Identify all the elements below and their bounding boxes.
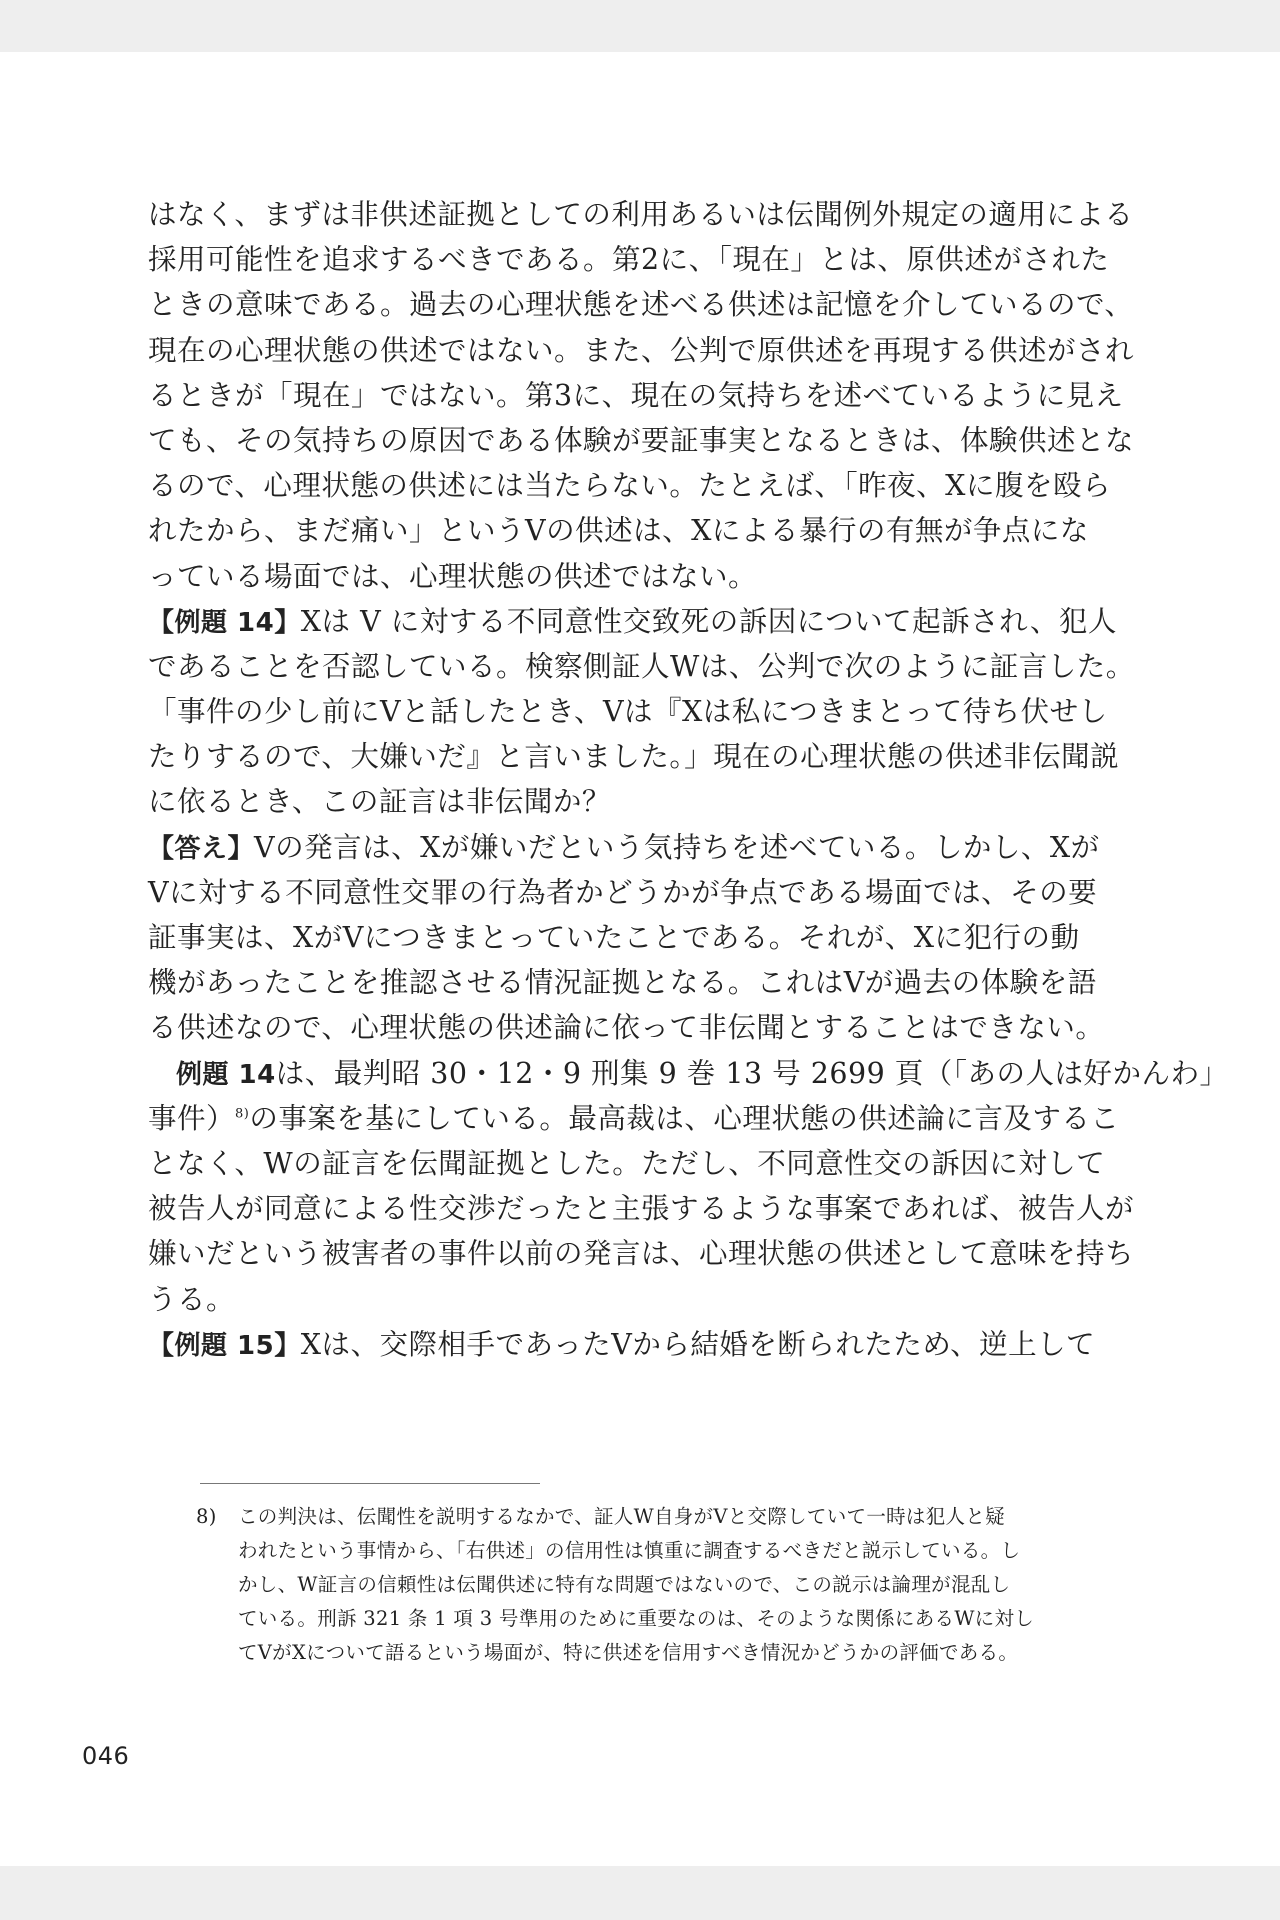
footnote-line — [196, 1636, 1096, 1670]
body-line: はなく、まずは非供述証拠としての利用あるいは伝聞例外規定の適用による — [148, 198, 1134, 231]
body-line: となく、Wの証言を伝聞証拠とした。ただし、不同意性交の訴因に対して — [148, 1146, 1106, 1180]
answer-label: 【答え】 — [148, 833, 255, 864]
body-text-span: の事案を基にしている。最高裁は、心理状態の供述論に言及するこ — [249, 1101, 1120, 1135]
footnote-text: てVがXについて語るという場面が、特に供述を信用すべき情況かどうかの評価である。 — [238, 1641, 1019, 1664]
body-line: るときが「現在」ではない。第3に、現在の気持ちを述べているように見え — [148, 378, 1124, 412]
body-text-span: 事件） — [148, 1101, 236, 1135]
body-line: ときの意味である。過去の心理状態を述べる供述は記憶を介しているので、 — [148, 288, 1134, 322]
footnote-text: われたという事情から、「右供述」の信用性は慎重に調査するべきだと説示している。し — [238, 1539, 1021, 1562]
body-line: 証事実は、XがVにつきまとっていたことである。それが、Xに犯行の動 — [148, 921, 1080, 954]
example-14-text: Xは V に対する不同意性交致死の訴因について起訴され、犯人 — [300, 604, 1117, 638]
answer-heading-line — [148, 825, 1098, 870]
body-text-span: は、最判昭 30・12・9 刑集 9 巻 13 号 2699 頁（「あの人は好かんわ」 — [275, 1056, 1229, 1090]
page-number: 046 — [82, 1742, 130, 1770]
paragraph-2-second-line — [148, 1096, 1120, 1141]
example-15-label: 【例題 15】 — [148, 1330, 301, 1361]
book-page — [0, 52, 1280, 1866]
example-14-label: 【例題 14】 — [148, 607, 301, 638]
footnote-line — [196, 1568, 1096, 1602]
footnote-line — [196, 1500, 1096, 1534]
body-line: 採用可能性を追求するべきである。第2に、「現在」とは、原供述がされた — [148, 243, 1110, 277]
answer-text: Vの発言は、Xが嫌いだという気持ちを述べている。しかし、Xが — [254, 830, 1100, 864]
footnote-number: 8) — [196, 1505, 217, 1528]
footnote-block — [196, 1500, 1096, 1670]
body-text — [148, 192, 1229, 1367]
body-line: っている場面では、心理状態の供述ではない。 — [148, 559, 758, 593]
body-line: Vに対する不同意性交罪の行為者かどうかが争点である場面では、その要 — [148, 875, 1098, 909]
body-line: るので、心理状態の供述には当たらない。たとえば、「昨夜、Xに腹を殴ら — [148, 469, 1111, 503]
footnote-line — [196, 1602, 1096, 1636]
body-line: 嫌いだという被害者の事件以前の発言は、心理状態の供述として意味を持ち — [148, 1237, 1135, 1271]
example-15-heading-line — [148, 1322, 1098, 1367]
body-line: 被告人が同意による性交渉だったと主張するような事案であれば、被告人が — [148, 1192, 1135, 1226]
footnote-text: この判決は、伝聞性を説明するなかで、証人W自身がVと交際していて一時は犯人と疑 — [238, 1505, 1005, 1528]
body-line: 機があったことを推認させる情況証拠となる。これはVが過去の体験を語 — [148, 966, 1097, 1000]
body-line: たりするので、大嫌いだ』と言いました。」現在の心理状態の供述非伝聞説 — [148, 740, 1120, 774]
body-line: であることを否認している。検察側証人Wは、公判で次のように証言した。 — [148, 649, 1135, 683]
body-line: ても、その気持ちの原因である体験が要証事実となるときは、体験供述とな — [148, 423, 1135, 457]
body-line: 「事件の少し前にVと話したとき、Vは『Xは私につきまとって待ち伏せし — [148, 695, 1108, 729]
footnote-divider — [200, 1483, 540, 1484]
example-15-text: Xは、交際相手であったVから結婚を断られたため、逆上して — [300, 1327, 1096, 1361]
footnote-line — [196, 1534, 1096, 1568]
body-line: 現在の心理状態の供述ではない。また、公判で原供述を再現する供述がされ — [148, 333, 1135, 367]
body-line: れたから、まだ痛い」というVの供述は、Xによる暴行の有無が争点にな — [148, 514, 1089, 548]
paragraph-2-first-line — [148, 1051, 1229, 1096]
body-line: に依るとき、この証言は非伝聞か？ — [148, 785, 611, 819]
footnote-reference[interactable]: 8) — [235, 1106, 250, 1122]
example-14-ref: 例題 14 — [176, 1059, 276, 1090]
footnote-text: ている。刑訴 321 条 1 項 3 号準用のために重要なのは、そのような関係にあるWに対し — [238, 1607, 1035, 1630]
body-line: る供述なので、心理状態の供述論に依って非伝聞とすることはできない。 — [148, 1011, 1105, 1045]
body-line: うる。 — [148, 1282, 236, 1316]
example-14-heading-line — [148, 599, 1117, 644]
footnote-text: かし、W証言の信頼性は伝聞供述に特有な問題ではないので、この説示は論理が混乱し — [238, 1573, 1011, 1596]
